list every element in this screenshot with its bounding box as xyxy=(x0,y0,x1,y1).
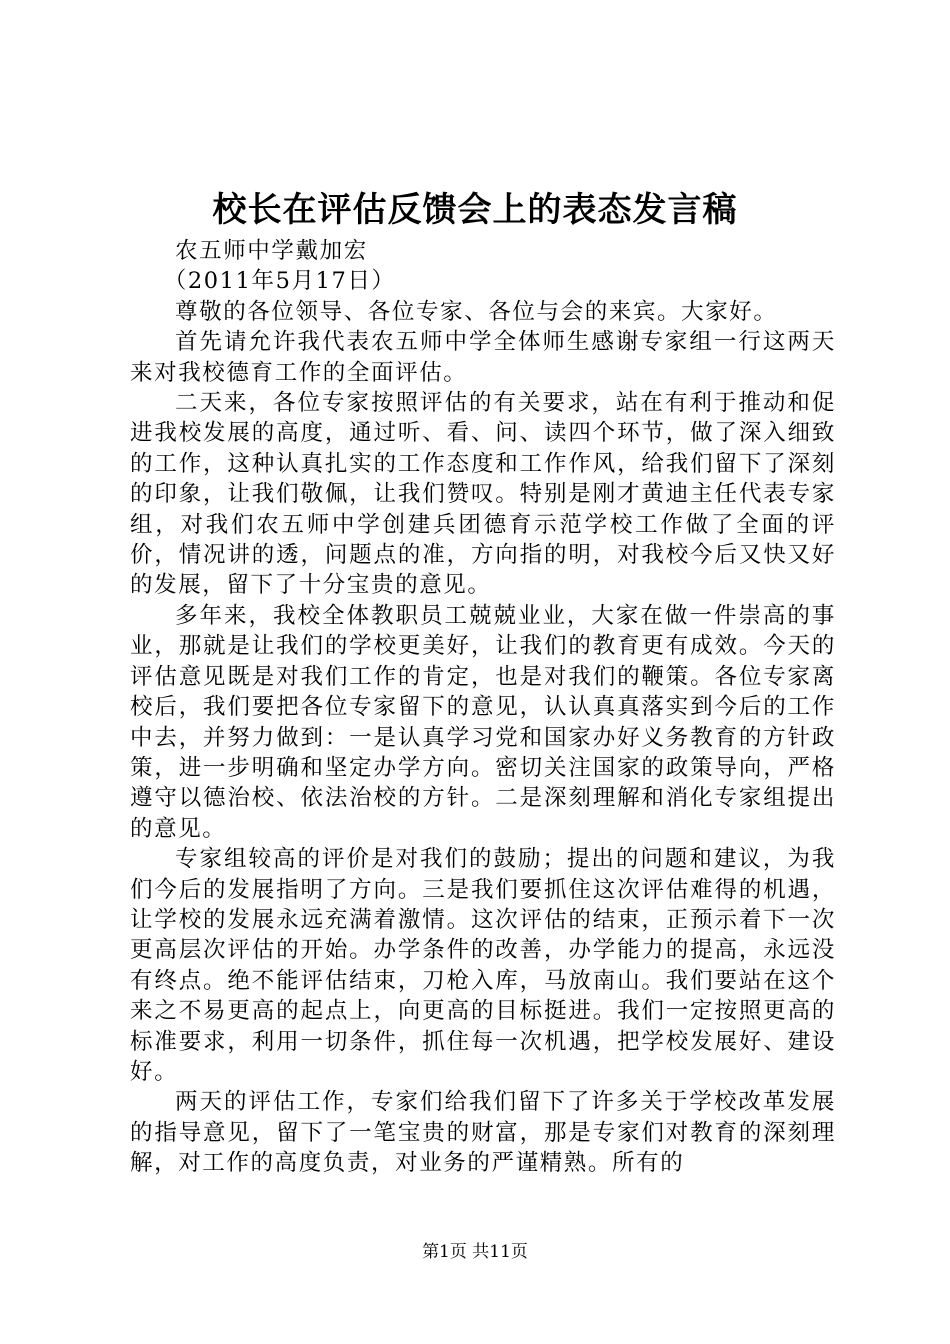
paragraph: 尊敬的各位领导、各位专家、各位与会的来宾。大家好。 xyxy=(175,298,778,325)
paragraph: 二天来，各位专家按照评估的有关要求，站在有利于推动和促进我校发展的高度，通过听、看、问、读四个环节，做了深入细致的工作，这种认真扎实的工作态度和工作作风，给我们留下了深刻的印象，让我们敬佩，让我们赞叹。特别是刚才黄迪主任代表专家组，对我们农五师中学创建兵团德育示范学校工作做了全面的评价，情况讲的透，问题点的准，方向指的明，对我校今后又快又好的发展，留下了十分宝贵的意见。 xyxy=(130,390,836,599)
paragraph: 首先请允许我代表农五师中学全体师生感谢专家组一行这两天来对我校德育工作的全面评估。 xyxy=(130,329,836,386)
paragraph: 多年来，我校全体教职员工兢兢业业，大家在做一件崇高的事业，那就是让我们的学校更美好，让我们的教育更有成效。今天的评估意见既是对我们工作的肯定，也是对我们的鞭策。各位专家离校后，我们要把各位专家留下的意见，认认真真落实到今后的工作中去，并努力做到：一是认真学习党和国家办好义务教育的方针政策，进一步明确和坚定办学方向。密切关注国家的政策导向，严格遵守以德治校、依法治校的方针。二是深刻理解和消化专家组提出的意见。 xyxy=(130,602,836,842)
page-footer: 第1页 共11页 xyxy=(422,1242,528,1262)
author-line: 农五师中学戴加宏 xyxy=(175,238,368,264)
paragraph: 两天的评估工作，专家们给我们留下了许多关于学校改革发展的指导意见，留下了一笔宝贵的财富，那是专家们对教育的深刻理解，对工作的高度负责，对业务的严谨精熟。所有的 xyxy=(130,1089,836,1177)
document-title: 校长在评估反馈会上的表态发言稿 xyxy=(212,190,738,230)
document-body xyxy=(130,236,836,1179)
paragraph: 专家组较高的评价是对我们的鼓励；提出的问题和建议，为我们今后的发展指明了方向。三是我们要抓住这次评估难得的机遇，让学校的发展永远充满着激情。这次评估的结束，正预示着下一次更高层次评估的开始。办学条件的改善，办学能力的提高，永远没有终点。绝不能评估结束，刀枪入库，马放南山。我们要站在这个来之不易更高的起点上，向更高的目标挺进。我们一定按照更高的标准要求，利用一切条件，抓住每一次机遇，把学校发展好、建设好。 xyxy=(130,846,836,1085)
date-line: （2011年5月17日） xyxy=(163,268,396,295)
